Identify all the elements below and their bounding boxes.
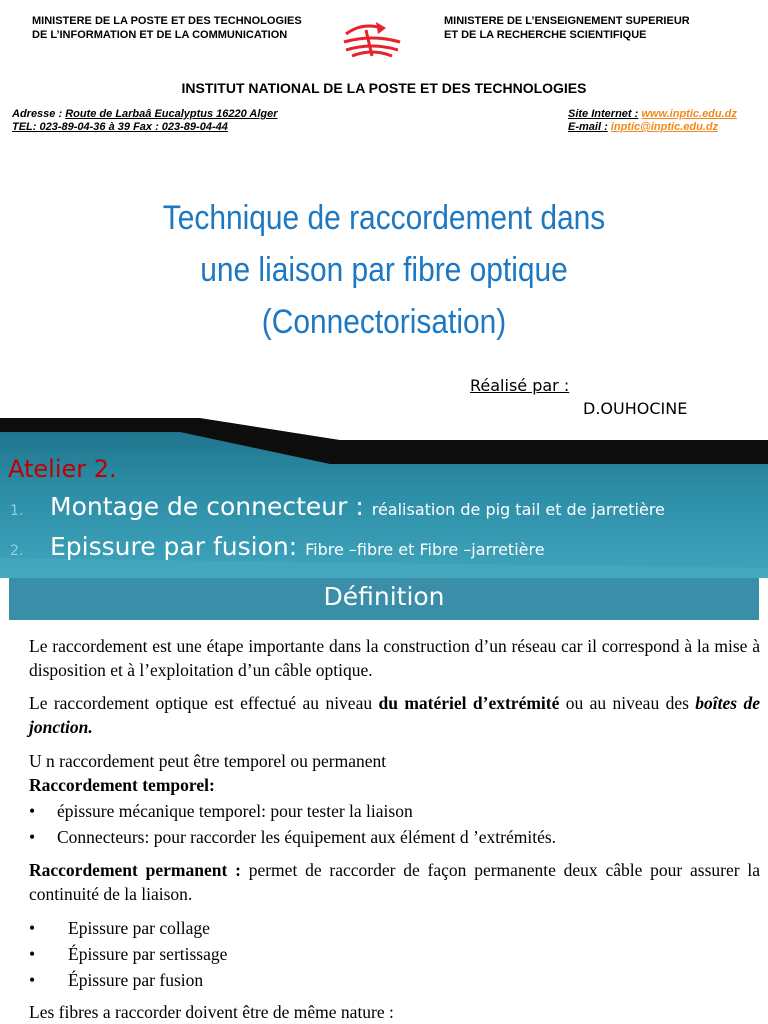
title-line2: une liaison par fibre optique [200, 251, 568, 289]
item-detail: réalisation de pig tail et de jarretière [371, 500, 665, 519]
section-heading: Définition [9, 578, 759, 620]
bullet: • [29, 918, 36, 938]
p2-text: Le raccordement optique est effectué au niveau [29, 693, 379, 713]
item-detail: Fibre –fibre et Fibre –jarretière [305, 540, 545, 559]
banner-item-1 [10, 492, 665, 521]
item-main: Montage de connecteur : [50, 492, 372, 521]
address-label: Adresse : [12, 108, 63, 120]
permanent-item-3 [29, 968, 760, 992]
permanent-paragraph [29, 858, 760, 906]
ministry-left-line1: MINISTERE DE LA POSTE ET DES TECHNOLOGIES [32, 15, 302, 27]
institute-logo-icon [342, 20, 404, 60]
realise-label: Réalisé par : [470, 376, 570, 395]
temporal-item-2 [29, 825, 760, 849]
list-item: Épissure par sertissage [68, 944, 228, 964]
ministry-right-line2: ET DE LA RECHERCHE SCIENTIFIQUE [444, 29, 647, 41]
author-name: D.OUHOCINE [583, 399, 688, 418]
site-link[interactable]: www.inptic.edu.dz [641, 108, 737, 120]
paragraph-2 [29, 691, 760, 739]
ministry-left-line2: DE L’INFORMATION ET DE LA COMMUNICATION [32, 29, 288, 41]
p2-bold-italic: boîtes de jonction. [29, 693, 760, 737]
phone-fax: TEL: 023-89-04-36 à 39 Fax : 023-89-04-44 [12, 121, 228, 133]
item-number: 1. [10, 503, 24, 519]
banner-item-2 [10, 532, 545, 561]
address-value: Route de Larbaâ Eucalyptus 16220 Alger [65, 108, 278, 120]
site-label: Site Internet : [568, 108, 639, 120]
list-item: Connecteurs: pour raccorder les équipement aux élément d ’extrémités. [57, 827, 557, 847]
email-label: E-mail : [568, 121, 608, 133]
permanent-text: permet de raccorder de façon permanente deux câble pour assurer la continuité de la liaison. [29, 860, 761, 904]
paragraph-3: U n raccordement peut être temporel ou permanent [29, 751, 387, 771]
institute-name: INSTITUT NATIONAL DE LA POSTE ET DES TECHNOLOGIES [181, 80, 587, 96]
ministry-right-line1: MINISTERE DE L’ENSEIGNEMENT SUPERIEUR [444, 15, 690, 27]
item-number: 2. [10, 543, 24, 559]
temporal-item-1 [29, 799, 760, 823]
ministry-left [32, 14, 302, 42]
item-main: Epissure par fusion: [50, 532, 306, 561]
atelier-title: Atelier 2. [8, 455, 117, 483]
permanent-heading: Raccordement permanent : [29, 860, 241, 880]
list-item: Epissure par collage [68, 918, 210, 938]
list-item: épissure mécanique temporel: pour tester la liaison [57, 801, 413, 821]
list-item: Épissure par fusion [68, 970, 204, 990]
email-link[interactable]: inptic@inptic.edu.dz [610, 121, 719, 133]
last-line: Les fibres a raccorder doivent être de même nature : [29, 1002, 394, 1022]
ministry-right [444, 14, 690, 42]
p2-bold: du matériel d’extrémité [378, 693, 560, 713]
bullet: • [29, 827, 36, 847]
permanent-item-1 [29, 916, 760, 940]
bullet: • [29, 970, 36, 990]
contact-left [12, 108, 278, 134]
contact-right [568, 108, 737, 134]
paragraph-1: Le raccordement est une étape importante dans la construction d’un réseau car il correspond à la mise à disposition et à l’exploitation d’un câble optique. [29, 636, 760, 680]
bullet: • [29, 944, 36, 964]
title-line1: Technique de raccordement dans [162, 199, 606, 237]
p2-text2: ou au niveau des [559, 693, 696, 713]
permanent-item-2 [29, 942, 760, 966]
document-title [46, 192, 722, 348]
title-line3: (Connectorisation) [261, 303, 507, 341]
temporal-heading: Raccordement temporel: [29, 775, 215, 795]
bullet: • [29, 801, 36, 821]
